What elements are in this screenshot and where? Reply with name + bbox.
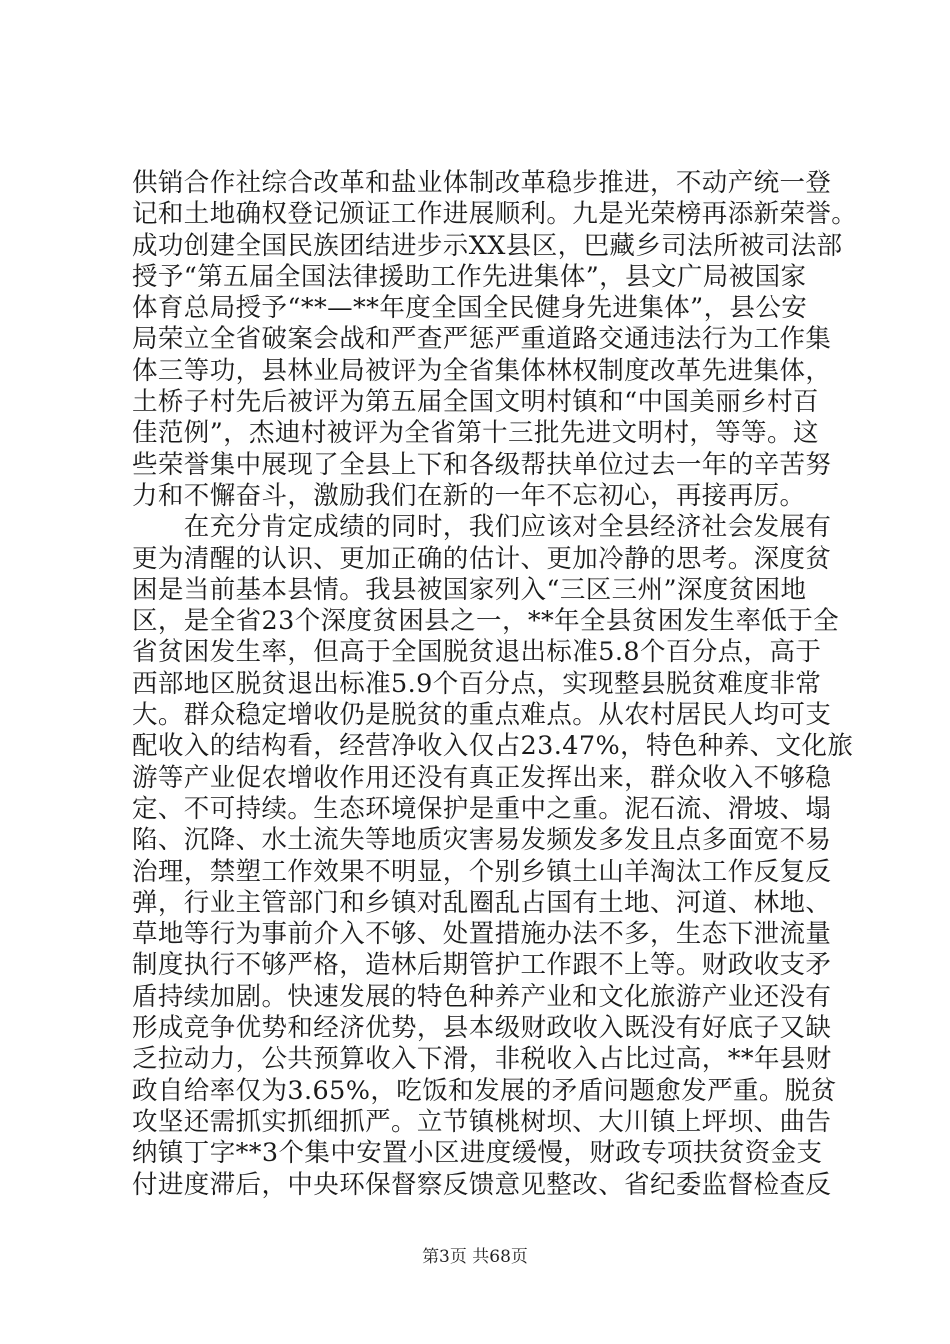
text-line: 些荣誉集中展现了全县上下和各级帮扶单位过去一年的辛苦努	[132, 449, 832, 480]
text-line: 制度执行不够严格，造林后期管护工作跟不上等。财政收支矛	[132, 950, 832, 981]
text-line: 授予“第五届全国法律援助工作先进集体”，县文广局被国家	[132, 261, 807, 292]
text-line: 西部地区脱贫退出标准5.9个百分点，实现整县脱贫难度非常	[132, 668, 822, 699]
text-line: 体育总局授予“**—**年度全国全民健身先进集体”，县公安	[132, 293, 808, 324]
text-line: 配收入的结构看，经营净收入仅占23.47%，特色种养、文化旅	[132, 731, 854, 762]
text-line: 供销合作社综合改革和盐业体制改革稳步推进，不动产统一登	[132, 168, 832, 198]
text-line: 草地等行为事前介入不够、处置措施办法不多，生态下泄流量	[132, 919, 832, 950]
text-line: 陷、沉降、水土流失等地质灾害易发频发多发且点多面宽不易	[132, 825, 832, 856]
text-line: 付进度滞后，中央环保督察反馈意见整改、省纪委监督检查反	[132, 1169, 832, 1200]
text-line: 局荣立全省破案会战和严查严惩严重道路交通违法行为工作集	[132, 324, 832, 355]
text-line: 攻坚还需抓实抓细抓严。立节镇桃树坝、大川镇上坪坝、曲告	[132, 1106, 832, 1137]
text-line: 政自给率仅为3.65%，吃饭和发展的矛盾问题愈发严重。脱贫	[132, 1075, 837, 1106]
text-line: 形成竞争优势和经济优势，县本级财政收入既没有好底子又缺	[132, 1013, 832, 1044]
text-line: 游等产业促农增收作用还没有真正发挥出来，群众收入不够稳	[132, 762, 832, 793]
text-line: 省贫困发生率，但高于全国脱贫退出标准5.8个百分点，高于	[132, 637, 822, 668]
text-line: 更为清醒的认识、更加正确的估计、更加冷静的思考。深度贫	[132, 543, 832, 574]
text-line: 成功创建全国民族团结进步示XX县区，巴藏乡司法所被司法部	[132, 230, 843, 261]
text-line: 治理，禁塑工作效果不明显，个别乡镇土山羊淘汰工作反复反	[132, 856, 832, 887]
text-line: 佳范例”，杰迪村被评为全省第十三批先进文明村，等等。这	[132, 418, 819, 449]
text-line: 区，是全省23个深度贫困县之一，**年全县贫困发生率低于全	[132, 606, 840, 637]
text-line: 纳镇丁字**3个集中安置小区进度缓慢，财政专项扶贫资金支	[132, 1138, 823, 1169]
text-line: 定、不可持续。生态环境保护是重中之重。泥石流、滑坡、塌	[132, 793, 832, 824]
text-line: 记和土地确权登记颁证工作进展顺利。九是光荣榜再添新荣誉。	[132, 199, 858, 230]
page-number: 第3页 共68页	[422, 1247, 528, 1267]
text-line: 在充分肯定成绩的同时，我们应该对全县经济社会发展有	[132, 512, 832, 543]
text-line: 盾持续加剧。快速发展的特色种养产业和文化旅游产业还没有	[132, 981, 832, 1012]
text-line: 困是当前基本县情。我县被国家列入“三区三州”深度贫困地	[132, 574, 807, 605]
text-line: 力和不懈奋斗，激励我们在新的一年不忘初心，再接再厉。	[132, 480, 806, 511]
text-line: 乏拉动力，公共预算收入下滑，非税收入占比过高，**年县财	[132, 1044, 832, 1075]
text-line: 土桥子村先后被评为第五届全国文明村镇和“中国美丽乡村百	[132, 387, 819, 418]
text-line: 大。群众稳定增收仍是脱贫的重点难点。从农村居民人均可支	[132, 700, 832, 731]
page-footer	[0, 1242, 950, 1267]
body-text	[132, 168, 858, 1201]
text-line: 弹，行业主管部门和乡镇对乱圈乱占国有土地、河道、林地、	[132, 887, 832, 918]
text-line: 体三等功，县林业局被评为全省集体林权制度改革先进集体，	[132, 355, 832, 386]
